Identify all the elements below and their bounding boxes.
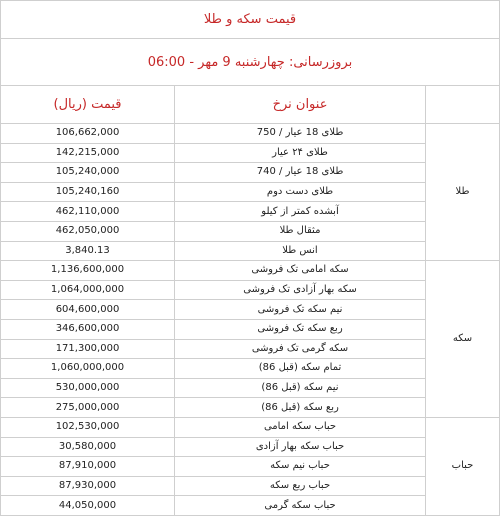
rate-price: 462,110,000 [1,202,175,222]
rate-name: طلای دست دوم [175,182,426,202]
rate-name: نیم سکه (قبل 86) [175,378,426,398]
table-row [1,359,500,379]
rate-name: سکه گرمی تک فروشی [175,339,426,359]
table-row [1,280,500,300]
table-row [1,300,500,320]
rate-name: نیم سکه تک فروشی [175,300,426,320]
rate-price: 87,910,000 [1,457,175,477]
rate-name: سکه بهار آزادی تک فروشی [175,280,426,300]
rate-price: 275,000,000 [1,398,175,418]
rate-name: ربع سکه (قبل 86) [175,398,426,418]
table-row [1,496,500,516]
rate-price: 105,240,160 [1,182,175,202]
category-label: حباب [426,417,500,515]
table-row [1,261,500,281]
rate-name: طلای ۲۴ عیار [175,143,426,163]
page-title: قیمت سکه و طلا [1,1,500,39]
rate-price: 604,600,000 [1,300,175,320]
rate-price: 346,600,000 [1,319,175,339]
category-label: طلا [426,124,500,261]
rate-name: حباب سکه امامی [175,417,426,437]
table-row [1,398,500,418]
rate-price: 105,240,000 [1,163,175,183]
rate-price: 102,530,000 [1,417,175,437]
rate-name: تمام سکه (قبل 86) [175,359,426,379]
rate-name: طلای 18 عیار / 750 [175,124,426,144]
rate-price: 1,136,600,000 [1,261,175,281]
table-row [1,124,500,144]
table-row [1,319,500,339]
table-row [1,437,500,457]
name-column-header: عنوان نرخ [175,86,426,124]
category-label: سکه [426,261,500,418]
table-row [1,476,500,496]
rate-name: طلای 18 عیار / 740 [175,163,426,183]
rate-name: حباب سکه بهار آزادی [175,437,426,457]
rate-price: 44,050,000 [1,496,175,516]
rate-name: حباب سکه گرمی [175,496,426,516]
category-header-cell [426,86,500,124]
update-timestamp: بروزرسانی: چهارشنبه 9 مهر - 06:00 [1,39,500,86]
price-column-header: قیمت (ریال) [1,86,175,124]
rate-price: 171,300,000 [1,339,175,359]
rate-name: حباب ربع سکه [175,476,426,496]
table-row [1,417,500,437]
rate-price: 462,050,000 [1,221,175,241]
rate-name: ربع سکه تک فروشی [175,319,426,339]
table-row [1,163,500,183]
rate-name: مثقال طلا [175,221,426,241]
rate-price: 1,060,000,000 [1,359,175,379]
table-row [1,378,500,398]
rate-name: انس طلا [175,241,426,261]
rate-price: 87,930,000 [1,476,175,496]
rate-name: آبشده کمتر از کیلو [175,202,426,222]
rate-name: حباب نیم سکه [175,457,426,477]
rate-price: 30,580,000 [1,437,175,457]
table-row [1,339,500,359]
table-row [1,182,500,202]
rate-price: 530,000,000 [1,378,175,398]
rate-price: 142,215,000 [1,143,175,163]
rate-price: 106,662,000 [1,124,175,144]
table-row [1,221,500,241]
table-row [1,202,500,222]
rate-price: 3,840.13 [1,241,175,261]
table-row [1,143,500,163]
rate-price: 1,064,000,000 [1,280,175,300]
table-row [1,241,500,261]
table-row [1,457,500,477]
rate-name: سکه امامی تک فروشی [175,261,426,281]
